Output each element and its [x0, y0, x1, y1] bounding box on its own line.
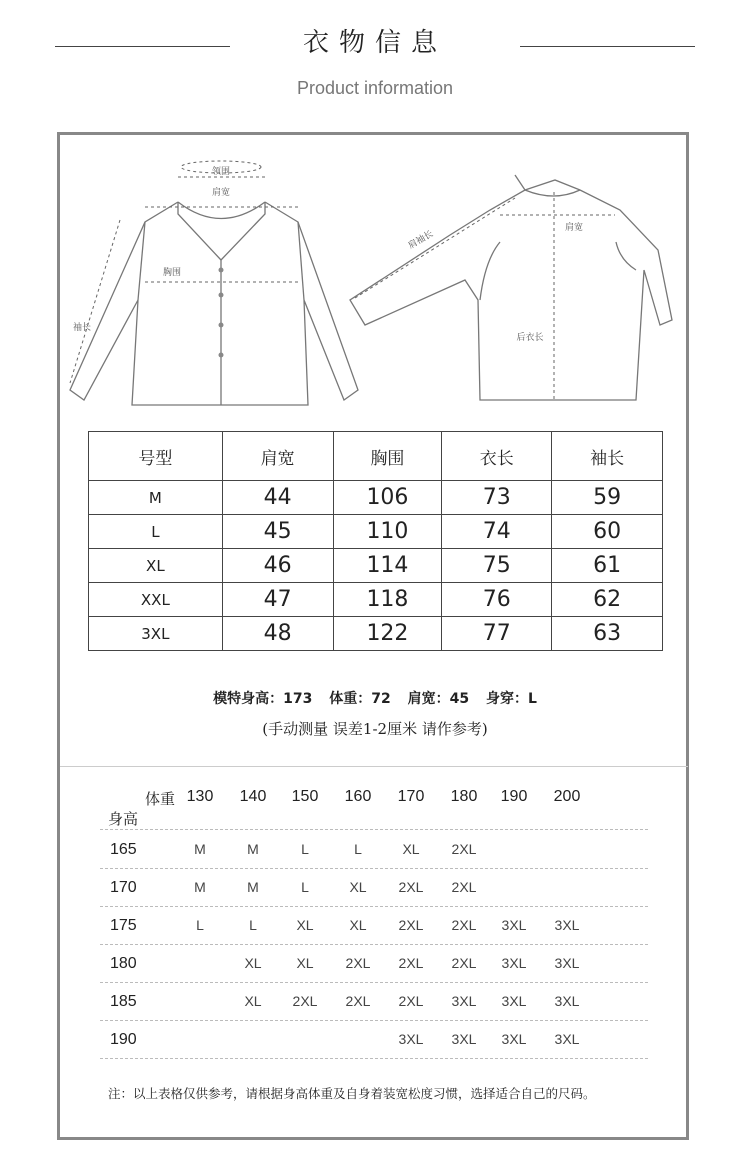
- cell-size: L: [89, 515, 223, 549]
- weight-axis-label: 体重: [145, 790, 176, 808]
- size-cell: 2XL: [398, 955, 424, 971]
- page-subtitle: Product information: [296, 78, 454, 98]
- cell-value: 76: [442, 583, 552, 617]
- label-shoulder: 肩宽: [211, 188, 231, 198]
- size-cell: 3XL: [501, 955, 527, 971]
- header-cell: 肩宽: [222, 432, 333, 481]
- row-height-label: 180: [110, 955, 137, 972]
- row-height-label: 190: [110, 1031, 137, 1048]
- cell-value: 48: [222, 617, 333, 651]
- page-title: 衣物信息: [302, 28, 447, 58]
- label-back-length: 后衣长: [516, 333, 544, 343]
- size-cell: 2XL: [398, 993, 424, 1009]
- size-cell: M: [194, 841, 206, 857]
- size-cell: XL: [402, 841, 420, 857]
- size-cell: 3XL: [554, 1031, 580, 1047]
- size-cell: 2XL: [451, 955, 477, 971]
- table-row: [89, 481, 663, 515]
- weight-header-cell: 200: [553, 788, 581, 805]
- size-chart-table: [88, 431, 663, 651]
- size-cell: L: [196, 917, 204, 933]
- size-cell: 2XL: [398, 879, 424, 895]
- size-cell: 2XL: [451, 841, 477, 857]
- weight-header-cell: 140: [239, 788, 267, 805]
- measurement-diagram: [60, 150, 690, 420]
- table-row: [89, 583, 663, 617]
- size-cell: M: [247, 841, 259, 857]
- cell-value: 122: [333, 617, 442, 651]
- table-row: [89, 617, 663, 651]
- measure-note: (手动测量 误差1-2厘米 请作参考): [262, 720, 488, 738]
- header-cell: 胸围: [333, 432, 442, 481]
- table-row: [100, 830, 648, 869]
- model-weight: 体重：72: [329, 691, 391, 707]
- label-back-shoulder: 肩宽: [564, 223, 584, 233]
- weight-header-cell: 190: [500, 788, 528, 805]
- row-height-label: 185: [110, 993, 137, 1010]
- cell-value: 114: [333, 549, 442, 583]
- cell-value: 77: [442, 617, 552, 651]
- table-row: [100, 944, 648, 983]
- size-cell: L: [301, 879, 309, 895]
- table-row: [89, 549, 663, 583]
- model-wearing: 身穿：L: [485, 691, 537, 707]
- table-row: [100, 868, 648, 907]
- cell-value: 61: [552, 549, 663, 583]
- model-shoulder: 肩宽：45: [407, 691, 470, 707]
- cell-value: 59: [552, 481, 663, 515]
- size-cell: XL: [296, 917, 314, 933]
- size-cell: 3XL: [554, 955, 580, 971]
- size-cell: 3XL: [501, 917, 527, 933]
- model-info: [0, 688, 750, 708]
- table-row: [100, 982, 648, 1021]
- size-cell: L: [249, 917, 257, 933]
- size-cell: 3XL: [451, 993, 477, 1009]
- cell-value: 74: [442, 515, 552, 549]
- size-cell: L: [301, 841, 309, 857]
- size-cell: 3XL: [398, 1031, 424, 1047]
- size-cell: XL: [349, 917, 367, 933]
- size-cell: 2XL: [398, 917, 424, 933]
- size-cell: XL: [349, 879, 367, 895]
- header-cell: 号型: [89, 432, 223, 481]
- size-cell: 3XL: [501, 1031, 527, 1047]
- cell-value: 62: [552, 583, 663, 617]
- cell-value: 106: [333, 481, 442, 515]
- label-shoulder-sleeve: 肩袖长: [406, 229, 436, 252]
- weight-header-cell: 150: [291, 788, 319, 805]
- size-chart-header-row: [89, 432, 663, 481]
- size-cell: 2XL: [345, 955, 371, 971]
- section-divider: [60, 766, 688, 767]
- size-cell: 2XL: [451, 879, 477, 895]
- size-cell: L: [354, 841, 362, 857]
- cell-size: XL: [89, 549, 223, 583]
- weight-header-cell: 130: [186, 788, 214, 805]
- cell-size: M: [89, 481, 223, 515]
- cell-value: 110: [333, 515, 442, 549]
- cell-value: 75: [442, 549, 552, 583]
- table-row: [100, 1020, 648, 1059]
- header-cell: 袖长: [552, 432, 663, 481]
- weight-header-cell: 170: [397, 788, 425, 805]
- cell-size: XXL: [89, 583, 223, 617]
- cell-value: 44: [222, 481, 333, 515]
- row-height-label: 165: [110, 841, 137, 858]
- header-rule-right: [520, 46, 695, 47]
- cell-value: 46: [222, 549, 333, 583]
- label-chest: 胸围: [162, 268, 182, 278]
- table-row: [89, 515, 663, 549]
- label-sleeve: 袖长: [72, 323, 92, 333]
- label-collar: 领围: [211, 167, 231, 177]
- size-cell: 3XL: [554, 917, 580, 933]
- size-cell: XL: [296, 955, 314, 971]
- size-cell: 2XL: [292, 993, 318, 1009]
- header-cell: 衣长: [442, 432, 552, 481]
- row-height-label: 175: [110, 917, 137, 934]
- size-cell: XL: [244, 955, 262, 971]
- size-cell: M: [247, 879, 259, 895]
- cell-value: 45: [222, 515, 333, 549]
- size-cell: 3XL: [451, 1031, 477, 1047]
- cell-value: 47: [222, 583, 333, 617]
- size-cell: 2XL: [345, 993, 371, 1009]
- weight-header-cell: 160: [344, 788, 372, 805]
- size-cell: XL: [244, 993, 262, 1009]
- model-height: 模特身高：173: [213, 691, 313, 707]
- cell-value: 118: [333, 583, 442, 617]
- size-cell: 2XL: [451, 917, 477, 933]
- shirt-illustration: [60, 150, 690, 420]
- height-axis-label: 身高: [108, 810, 139, 828]
- cell-value: 60: [552, 515, 663, 549]
- row-height-label: 170: [110, 879, 137, 896]
- size-cell: M: [194, 879, 206, 895]
- weight-header-cell: 180: [450, 788, 478, 805]
- size-cell: 3XL: [554, 993, 580, 1009]
- footnote: 注：以上表格仅供参考，请根据身高体重及自身着装宽松度习惯，选择适合自己的尺码。: [108, 1086, 596, 1101]
- size-cell: 3XL: [501, 993, 527, 1009]
- cell-size: 3XL: [89, 617, 223, 651]
- section-header: [0, 0, 750, 120]
- cell-value: 73: [442, 481, 552, 515]
- table-row: [100, 906, 648, 945]
- cell-value: 63: [552, 617, 663, 651]
